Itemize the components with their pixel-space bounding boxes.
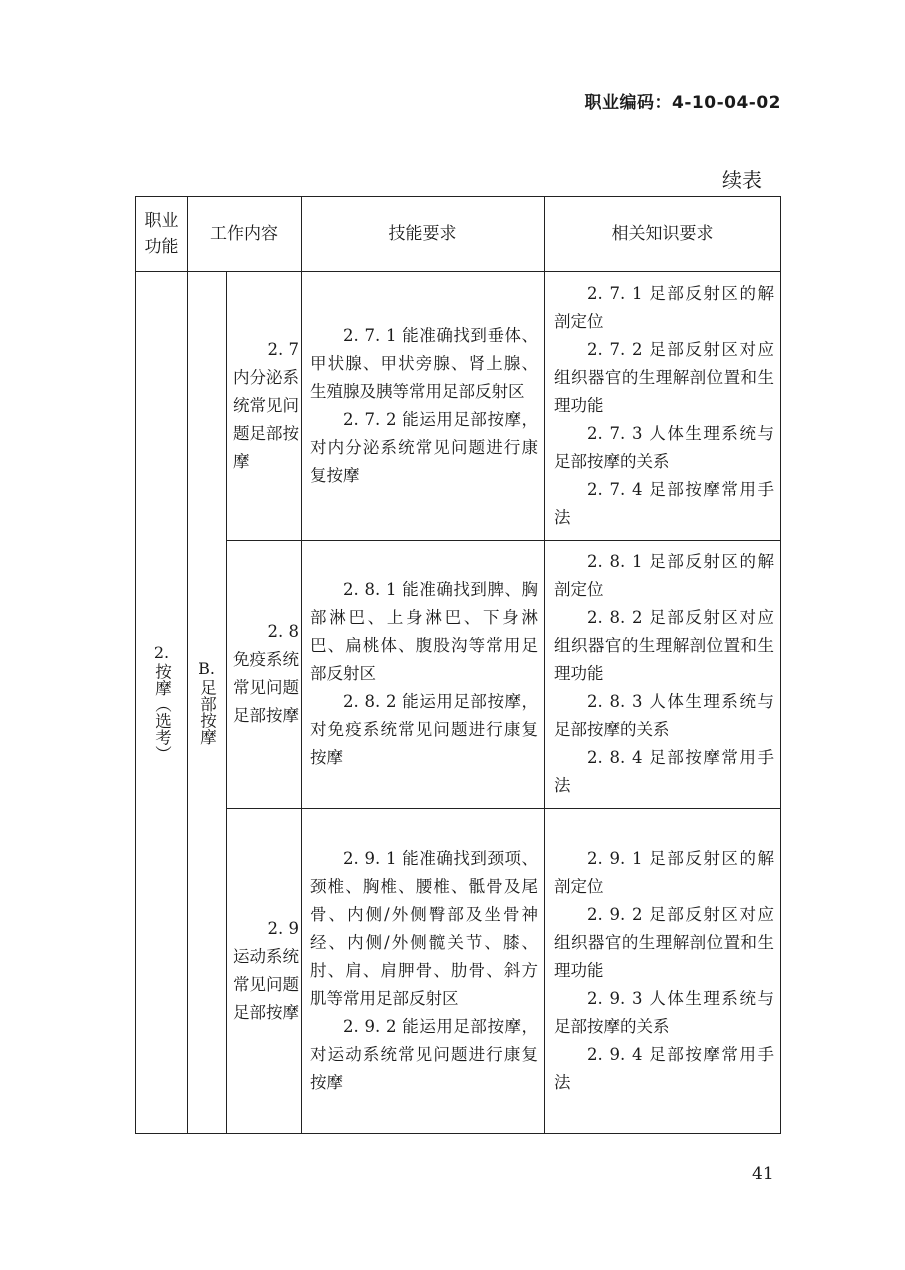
knowledge-item: 2. 8. 3 人体生理系统与足部按摩的关系: [554, 692, 774, 739]
occupation-code: 职业编码：4-10-04-02: [584, 93, 781, 113]
knowledge-item: 2. 7. 2 足部反射区对应组织器官的生理解剖位置和生理功能: [554, 339, 774, 415]
header-work-content: 工作内容: [210, 224, 278, 244]
knowledge-item: 2. 9. 1 足部反射区的解剖定位: [554, 848, 774, 896]
knowledge-item: 2. 8. 1 足部反射区的解剖定位: [554, 552, 774, 599]
skill-item: 2. 9. 1 能准确找到颈项、颈椎、胸椎、腰椎、骶骨及尾骨、内侧/外侧臀部及坐骨神经、内侧/外侧髋关节、膝、肘、肩、肩胛骨、肋骨、斜方肌等常用足部反射区: [310, 848, 538, 1008]
content-name: 免疫系统常见问题足部按摩: [233, 650, 299, 725]
page-number: 41: [752, 1164, 774, 1184]
content-name: 运动系统常见问题足部按摩: [233, 946, 299, 1022]
category-letter: B.: [198, 659, 215, 678]
header-skill-req: 技能要求: [388, 224, 457, 244]
skill-cell-2-9: [310, 808, 538, 1133]
col-divider-4: [544, 197, 545, 1133]
header-function: [136, 197, 187, 271]
function-cell: [136, 271, 187, 1133]
knowledge-item: 2. 8. 4 足部按摩常用手法: [554, 748, 774, 795]
category-name: 足部按摩: [197, 679, 217, 745]
header-function-line1: 职业: [144, 211, 179, 231]
knowledge-item: 2. 9. 2 足部反射区对应组织器官的生理解剖位置和生理功能: [554, 904, 774, 980]
knowledge-item: 2. 7. 3 人体生理系统与足部按摩的关系: [554, 423, 774, 471]
knowledge-cell-2-9: [554, 808, 774, 1133]
skill-item: 2. 7. 2 能运用足部按摩，对内分泌系统常见问题进行康复按摩: [310, 409, 538, 485]
knowledge-cell-2-8: [554, 540, 774, 808]
skill-cell-2-7: [310, 271, 538, 540]
knowledge-item: 2. 7. 4 足部按摩常用手法: [554, 479, 774, 527]
content-number: 2. 9: [267, 918, 299, 938]
header-knowledge-req: 相关知识要求: [611, 224, 714, 244]
knowledge-item: 2. 8. 2 足部反射区对应组织器官的生理解剖位置和生理功能: [554, 608, 774, 683]
knowledge-item: 2. 7. 1 足部反射区的解剖定位: [554, 283, 774, 331]
content-name: 内分泌系统常见问题足部按摩: [233, 367, 299, 471]
content-cell-2-9: [233, 808, 299, 1133]
skill-item: 2. 9. 2 能运用足部按摩，对运动系统常见问题进行康复按摩: [310, 1016, 538, 1092]
header-function-line2: 功能: [144, 237, 179, 257]
col-divider-3: [301, 197, 302, 1133]
content-number: 2. 8: [267, 622, 299, 641]
function-name: 按摩（选考）: [152, 662, 172, 762]
knowledge-item: 2. 9. 3 人体生理系统与足部按摩的关系: [554, 988, 774, 1036]
skill-cell-2-8: [310, 540, 538, 808]
function-number: 2.: [153, 642, 170, 662]
content-cell-2-7: [233, 271, 299, 540]
standards-table: [135, 196, 781, 1134]
skill-item: 2. 8. 2 能运用足部按摩，对免疫系统常见问题进行康复按摩: [310, 692, 538, 767]
skill-item: 2. 8. 1 能准确找到脾、胸部淋巴、上身淋巴、下身淋巴、扁桃体、腹股沟等常用足部反射区: [310, 580, 538, 683]
category-cell: [187, 271, 226, 1133]
col-divider-2: [226, 271, 227, 1133]
knowledge-item: 2. 9. 4 足部按摩常用手法: [554, 1044, 774, 1092]
content-cell-2-8: [233, 540, 299, 808]
knowledge-cell-2-7: [554, 271, 774, 540]
skill-item: 2. 7. 1 能准确找到垂体、甲状腺、甲状旁腺、肾上腺、生殖腺及胰等常用足部反射区: [310, 325, 538, 401]
continued-label: 续表: [722, 168, 762, 192]
content-number: 2. 7: [267, 339, 299, 359]
